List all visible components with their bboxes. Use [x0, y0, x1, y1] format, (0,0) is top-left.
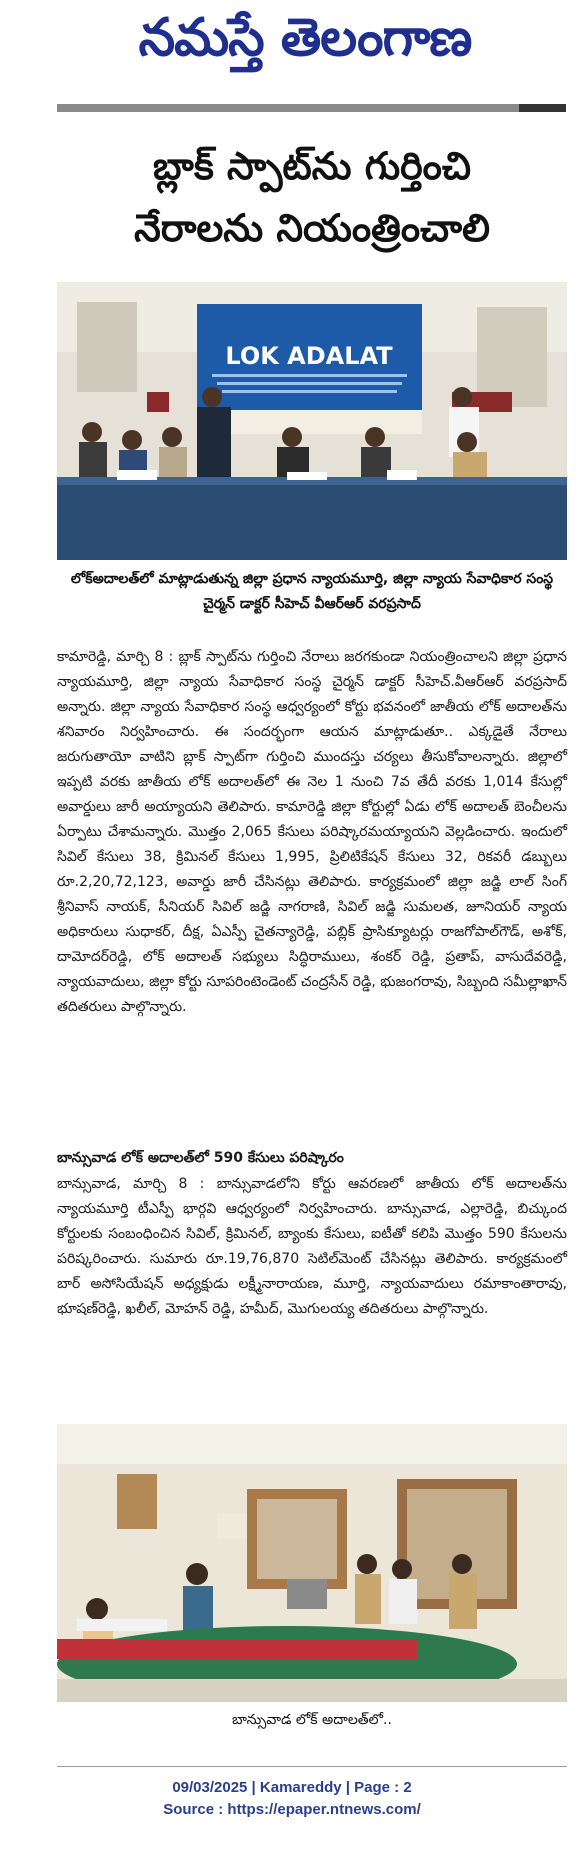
article-subhead-banswada: బాన్సువాడ లోక్ అదాలత్‌లో 590 కేసులు పరిష్కారం — [57, 1150, 344, 1166]
headline — [57, 135, 567, 259]
banswada-court-photo — [57, 1424, 567, 1702]
headline-line-1: బ్లాక్ స్పాట్‌ను గుర్తించి — [152, 144, 472, 188]
masthead-logo: నమస్తే తెలంగాణ — [138, 7, 472, 68]
photo-caption-2: బాన్సువాడ లోక్ అదాలత్‌లో.. — [232, 1712, 392, 1728]
headline-line-2: నేరాలను నియంత్రించాలి — [134, 206, 490, 250]
footer-divider — [57, 1766, 567, 1767]
photo-caption-1: లోక్‌అదాలత్‌లో మాట్లాడుతున్న జిల్లా ప్రధాన న్యాయమూర్తి, జిల్లా న్యాయ సేవాధికార సంస్థ చైర్మన్ డాక్టర్ సీహెచ్ వీఆర్ఆర్ వరప్రసాద్ — [70, 571, 554, 612]
article-body-banswada: బాన్సువాడ, మార్చి 8 : బాన్సువాడలోని కోర్టు ఆవరణలో జాతీయ లోక్ అదాలత్‌ను న్యాయమూర్తి టీఎస్పీ భార్గవి ఆధ్వర్యంలో నిర్వహించారు. బాన్సువాడ, ఎల్లారెడ్డి, బిచ్కుంద కోర్టులకు సంబంధించిన సివిల్, క్రిమినల్, బ్యాంకు కేసులు, ఐటీతో కలిపి మొత్తం 590 కేసులను పరిష్కరించారు. సుమారు రూ.19,76,870 సెటిల్‌మెంట్ చేసినట్లు తెలిపారు. కార్యక్రమంలో బార్ అసోసియేషన్ అధ్యక్షుడు లక్ష్మీనారాయణ, మూర్తి, న్యాయవాదులు రమాకాంతారావు, భూషణ్‌రెడ్డి, ఖలీల్, మోహన్ రెడ్డి, హమీద్, మొగులయ్య తదితరులు పాల్గొన్నారు. — [57, 1176, 567, 1317]
masthead-rule-accent — [519, 104, 566, 112]
footer-dateline: 09/03/2025 | Kamareddy | Page : 2 — [172, 1779, 412, 1796]
court-photo-illustration — [57, 1424, 567, 1702]
lok-adalat-stage-photo — [57, 282, 567, 560]
stage-photo-illustration — [57, 282, 567, 560]
banner-text: LOK ADALAT — [225, 342, 393, 370]
article-body-kamareddy: కామారెడ్డి, మార్చి 8 : బ్లాక్ స్పాట్‌ను గుర్తించి నేరాలు జరగకుండా నియంత్రించాలని జిల్లా ప్రధాన న్యాయమూర్తి, జిల్లా న్యాయ సేవాధికార సంస్థ చైర్మన్ డాక్టర్ సీహెచ్.వీఆర్ఆర్ వరప్రసాద్ అన్నారు. జిల్లా న్యాయ సేవాధికార సంస్థ ఆధ్వర్యంలో కోర్టు భవనంలో జాతీయ లోక్ అదాలత్‌ను శనివారం నిర్వహించారు. ఈ సందర్భంగా ఆయన మాట్లాడుతూ.. ఎక్కడైతే నేరాలు జరుగుతాయో వాటిని బ్లాక్ స్పాట్‌గా గుర్తించి ముందస్తు చర్యలు తీసుకోవాలన్నారు. జిల్లాలో ఇప్పటి వరకు జాతీయ లోక్ అదాలత్‌లో ఈ నెల 1 నుంచి 7వ తేదీ వరకు 1,014 కేసుల్లో అవార్డులు జారీ అయ్యాయని తెలిపారు. కామారెడ్డి జిల్లా కోర్టుల్లో ఏడు లోక్ అదాలత్ బెంచీలను ఏర్పాటు చేశామన్నారు. మొత్తం 2,065 కేసులు పరిష్కారమయ్యాయని వెల్లడించారు. ఇందులో సివిల్ కేసులు 38, క్రిమినల్ కేసులు 1,995, ప్రిలిటికేషన్ కేసులు 32, రికవరీ డబ్బులు రూ.2,20,72,123, అవార్డు జారీ చేసినట్లు తెలిపారు. కార్యక్రమంలో జిల్లా జడ్జి లాల్ సింగ్ శ్రీనివాస్ నాయక్, సీనియర్ సివిల్ జడ్జి నాగరాణి, సివిల్ జడ్జి సుమలత, జూనియర్ న్యాయ అధికారులు సుధాకర్, దీక్ష, ఏఎస్పీ చైతన్యారెడ్డి, పబ్లిక్ ప్రాసిక్యూటర్లు రాజగోపాల్‌గౌడ్, అశోక్, దామోదర్‌రెడ్డి, లోక్ అదాలత్ సభ్యులు సిద్ధిరాములు, శంకర్ రెడ్డి, ప్రతాప్, వాసుదేవరెడ్డి, న్యాయవాదులు, జిల్లా కోర్టు సూపరింటెండెంట్ చంద్రసేన్ రెడ్డి, భుజంగరావు, సిబ్బంది సమీల్లాఖాన్ తదితరులు పాల్గొన్నారు. — [57, 649, 567, 1015]
masthead-rule — [57, 104, 519, 112]
footer-source-link[interactable]: Source : https://epaper.ntnews.com/ — [163, 1801, 421, 1818]
